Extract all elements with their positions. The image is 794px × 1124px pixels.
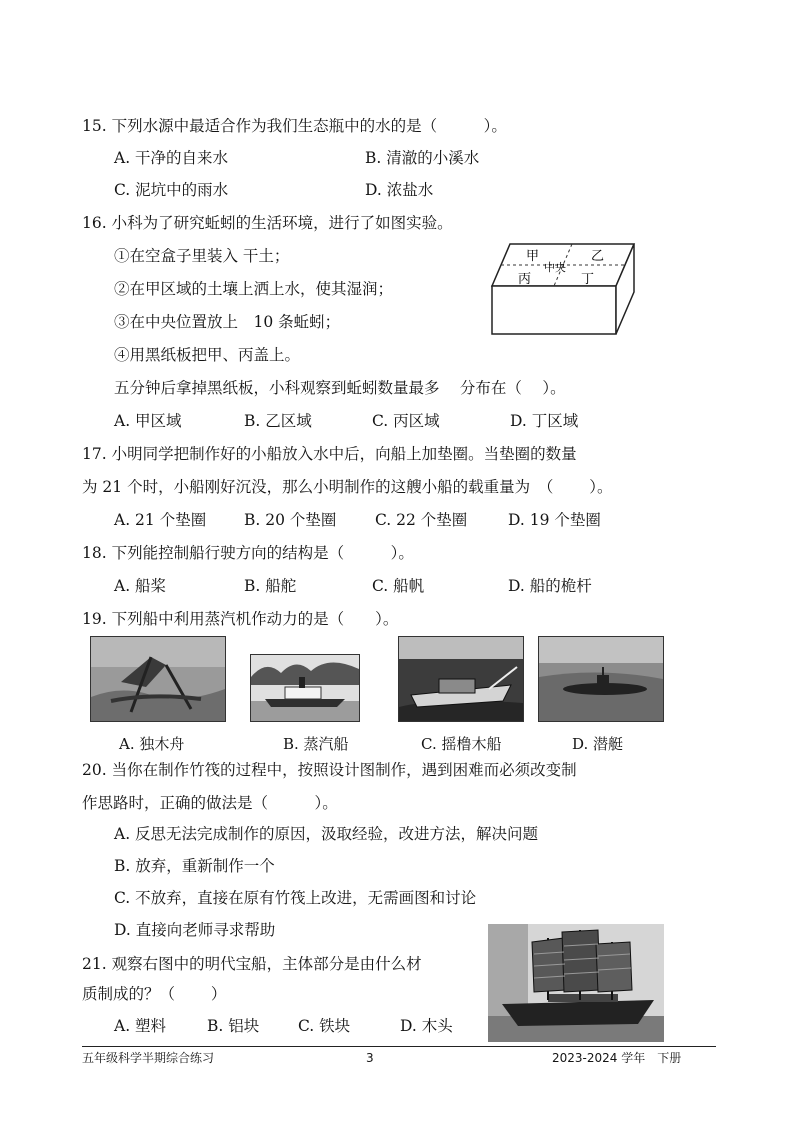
q21-stem-line1: 21. 观察右图中的明代宝船，主体部分是由什么材 (82, 955, 422, 973)
q16-stem: 16. 小科为了研究蚯蚓的生活环境，进行了如图实验。 (82, 214, 453, 232)
region-jia-label: 甲 (526, 249, 540, 264)
q18-stem: 18. 下列能控制船行驶方向的结构是（ ）。 (82, 544, 414, 562)
q19-option-b: B. 蒸汽船 (283, 735, 349, 753)
footer-page-number: 3 (366, 1051, 374, 1065)
earthworm-box-figure (488, 238, 638, 340)
q19-stem: 19. 下列船中利用蒸汽机作动力的是（ ）。 (82, 610, 399, 628)
q21-stem-line2: 质制成的？（ ） (82, 985, 227, 1003)
q20-option-c: C. 不放弃，直接在原有竹筏上改进，无需画图和讨论 (114, 889, 477, 907)
submarine-photo (538, 636, 664, 722)
q17-stem-line1: 17. 小明同学把制作好的小船放入水中后，向船上加垫圈。当垫圈的数量 (82, 445, 577, 463)
q21-option-d: D. 木头 (400, 1017, 453, 1035)
q16-option-c: C. 丙区域 (372, 412, 440, 430)
region-center-label: 中央 (544, 261, 566, 274)
footer-divider (82, 1046, 716, 1047)
q17-option-c: C. 22 个垫圈 (375, 511, 468, 529)
footer-school-year: 2023-2024 学年 下册 (552, 1051, 682, 1065)
q15-option-c: C. 泥坑中的雨水 (114, 181, 229, 199)
q19-option-c: C. 摇橹木船 (421, 735, 502, 753)
q15-option-a: A. 干净的自来水 (114, 149, 229, 167)
region-ding-label: 丁 (581, 272, 595, 287)
q20-stem-line2: 作思路时，正确的做法是（ ）。 (82, 794, 338, 812)
q16-step-3: ③在中央位置放上 10 条蚯蚓； (114, 313, 341, 331)
q16-step-1: ①在空盒子里装入 干土； (114, 247, 290, 265)
q21-option-a: A. 塑料 (114, 1017, 167, 1035)
q16-option-d: D. 丁区域 (510, 412, 579, 430)
q17-stem-line2: 为 21 个时，小船刚好沉没，那么小明制作的这艘小船的载重量为 （ ）。 (82, 478, 613, 496)
q20-option-b: B. 放弃，重新制作一个 (114, 857, 275, 875)
q15-option-d: D. 浓盐水 (365, 181, 434, 199)
q16-step-2: ②在甲区域的土壤上洒上水，使其湿润； (114, 280, 394, 298)
q19-option-a: A. 独木舟 (119, 735, 185, 753)
q16-option-a: A. 甲区域 (114, 412, 182, 430)
q20-option-d: D. 直接向老师寻求帮助 (114, 921, 276, 939)
q20-option-a: A. 反思无法完成制作的原因，汲取经验，改进方法，解决问题 (114, 825, 539, 843)
q20-stem-line1: 20. 当你在制作竹筏的过程中，按照设计图制作，遇到困难而必须改变制 (82, 761, 577, 779)
q21-option-b: B. 铝块 (207, 1017, 260, 1035)
q17-option-b: B. 20 个垫圈 (244, 511, 337, 529)
q18-option-a: A. 船桨 (114, 577, 167, 595)
q17-option-a: A. 21 个垫圈 (114, 511, 207, 529)
q16-option-b: B. 乙区域 (244, 412, 312, 430)
q18-option-c: C. 船帆 (372, 577, 425, 595)
q21-option-c: C. 铁块 (298, 1017, 351, 1035)
dugout-canoe-photo (90, 636, 226, 722)
q16-step-4: ④用黑纸板把甲、丙盖上。 (114, 346, 301, 364)
q18-option-b: B. 船舵 (244, 577, 297, 595)
steamboat-photo (250, 654, 360, 722)
q15-option-b: B. 清澈的小溪水 (365, 149, 480, 167)
q19-option-d: D. 潜艇 (572, 735, 624, 753)
ming-treasure-ship-image (488, 924, 664, 1042)
q15-stem: 15. 下列水源中最适合作为我们生态瓶中的水的是（ ）。 (82, 117, 507, 135)
region-bing-label: 丙 (518, 272, 532, 287)
footer-course-name: 五年级科学半期综合练习 (82, 1051, 215, 1065)
region-yi-label: 乙 (591, 249, 605, 264)
scull-boat-photo (398, 636, 524, 722)
q16-question: 五分钟后拿掉黑纸板，小科观察到蚯蚓数量最多 分布在（ ）。 (114, 379, 566, 397)
q18-option-d: D. 船的桅杆 (508, 577, 592, 595)
q17-option-d: D. 19 个垫圈 (508, 511, 601, 529)
